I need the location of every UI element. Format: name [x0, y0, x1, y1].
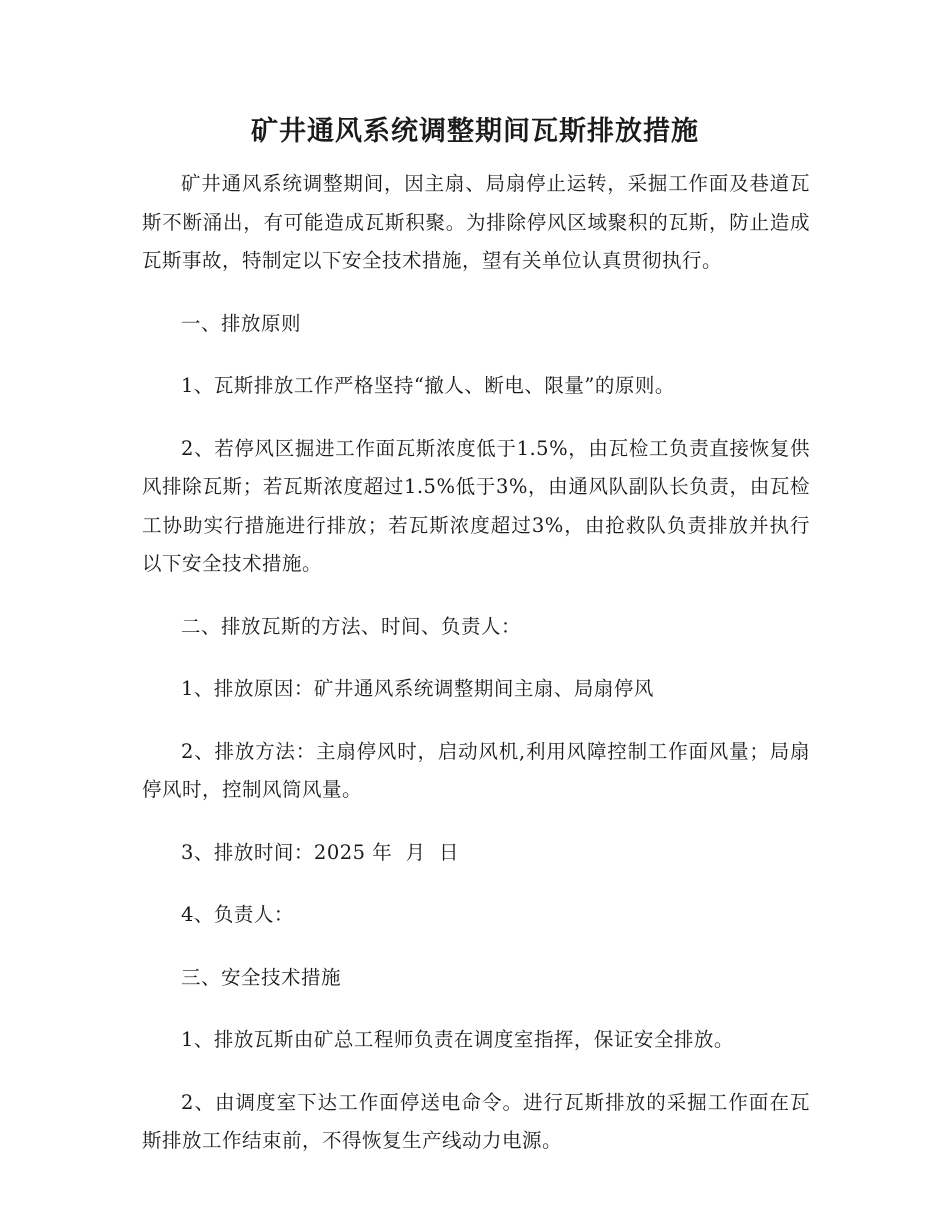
safety-item-2: 2、由调度室下达工作面停送电命令。进行瓦斯排放的采掘工作面在瓦斯排放工作结束前，不得恢复生产线动力电源。: [142, 1090, 810, 1152]
method-item-method: 2、排放方法：主扇停风时，启动风机,利用风障控制工作面风量；局扇停风时，控制风筒风量。: [142, 739, 810, 801]
document-body: [142, 165, 810, 1185]
section-heading-methods: 二、排放瓦斯的方法、时间、负责人：: [181, 614, 522, 638]
intro-paragraph: 矿井通风系统调整期间，因主扇、局扇停止运转，采掘工作面及巷道瓦斯不断涌出，有可能造成瓦斯积聚。为排除停风区域聚积的瓦斯，防止造成瓦斯事故，特制定以下安全技术措施，望有关单位认真贯彻执行。: [142, 172, 810, 272]
principle-item-1: 1、瓦斯排放工作严格坚持“撤人、断电、限量”的原则。: [181, 374, 675, 397]
document-title: 矿井通风系统调整期间瓦斯排放措施: [251, 116, 699, 147]
method-item-time: 3、排放时间：2025 年 月 日: [181, 840, 460, 864]
section-heading-safety: 三、安全技术措施: [181, 965, 342, 989]
method-item-responsible: 4、负责人：: [181, 903, 294, 926]
section-heading-principles: 一、排放原则: [181, 311, 302, 335]
safety-item-1: 1、排放瓦斯由矿总工程师负责在调度室指挥，保证安全排放。: [181, 1028, 734, 1051]
method-item-reason: 1、排放原因：矿井通风系统调整期间主扇、局扇停风: [181, 677, 654, 700]
principle-item-2: 2、若停风区掘进工作面瓦斯浓度低于1.5%，由瓦检工负责直接恢复供风排除瓦斯；若瓦斯浓度超过1.5%低于3%，由通风队副队长负责，由瓦检工协助实行措施进行排放；若瓦斯浓度超过3%，由抢救队负责排放并执行以下安全技术措施。: [142, 436, 810, 575]
